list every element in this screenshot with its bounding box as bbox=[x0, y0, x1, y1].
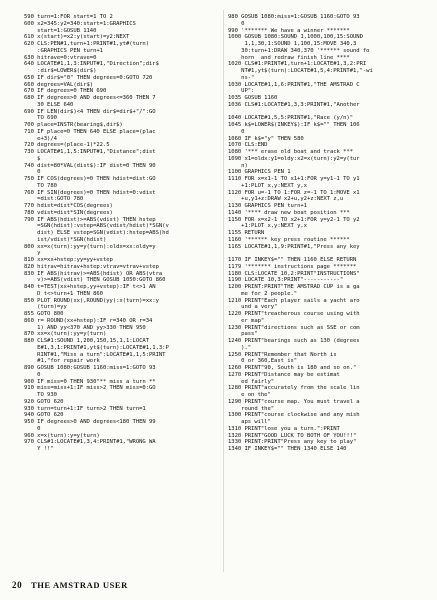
code-line: 990 '******* We have a winner ******* bbox=[228, 27, 350, 34]
code-line: 1110 FOR x=x1-1 TO x1+1:FOR y=y1-1 TO y1 bbox=[228, 176, 360, 182]
code-line: 810 xx=xx+hstep:yy=yy+vstep bbox=[24, 257, 113, 263]
code-line: 1200 PRINT:PRINT"THE AMSTRAD CUP is a ga bbox=[228, 284, 360, 290]
code-line: ist/vdist)*SGN(hdist) bbox=[24, 236, 107, 243]
code-line: #1,"for repair work bbox=[24, 358, 100, 365]
code-line bbox=[228, 109, 420, 116]
code-line: 1000 GOSUB 1080:SOUND 1,1000,100,15:SOUND bbox=[228, 34, 363, 41]
code-line: 680 IF degrees>0 AND degrees<=360 THEN 7 bbox=[24, 95, 156, 101]
code-line: me for 2 people." bbox=[228, 290, 298, 297]
code-line: 1290 PRINT"course map. You must travel a bbox=[228, 398, 360, 405]
code-line: 800 xx=x(turn):yy=y(turn):oldx=xx:oldy=y bbox=[24, 243, 156, 250]
code-line: RINT#1,"Miss a turn":LOCATE#1,1,5:PRINT bbox=[24, 351, 166, 358]
code-line: 830 IF ABS(hitrav)>=ABS(hdist) OR ABS(vtra bbox=[24, 270, 163, 277]
code-line: 870 xx=x(turn):yy=y(turn) bbox=[24, 331, 107, 338]
code-line: 690 IF LEN(dir$)<4 THEN dir$=dir$+"/":GO bbox=[24, 108, 156, 115]
code-line: 720 degrees=(place-1)*22.5 bbox=[24, 142, 110, 149]
code-line: 920 GOTO 620 bbox=[24, 398, 64, 405]
code-line: 960 x=x(turn):y=y(turn) bbox=[24, 432, 100, 439]
code-line: 840 t=TEST(xx+hstep,yy+vstep):IF t<>1 AN bbox=[24, 284, 156, 290]
code-line: 940 GOTO 620 bbox=[24, 412, 64, 419]
page-number: 20 bbox=[12, 580, 23, 590]
code-line: TO 930 bbox=[24, 392, 57, 398]
code-line: 0 bbox=[228, 20, 245, 27]
code-line: 1280 PRINT"accurately from the scale lin bbox=[228, 385, 360, 392]
code-line: 1020 CLS#1:PRINT#1,turn+1:LOCATE#1,3,2:PRI bbox=[228, 61, 367, 68]
code-line: 750 IF COS(degrees)=0 THEN hdist=dist:GO bbox=[24, 176, 156, 182]
code-line: 950 IF degrees>0 AND degrees<180 THEN 99 bbox=[24, 419, 156, 425]
code-line: 1070 CLS:END bbox=[228, 142, 268, 149]
code-line: 1) AND yy<370 AND yy>330 THEN 950 bbox=[24, 324, 146, 331]
code-line: ns-" bbox=[228, 74, 255, 81]
code-line: horn and redraw finish line **** bbox=[228, 54, 350, 61]
code-line: 1270 PRINT"Distance may be estimat bbox=[228, 371, 340, 378]
column-divider bbox=[223, 10, 224, 572]
code-line: er map" bbox=[228, 317, 265, 324]
code-line: 0 or 360,East is" bbox=[228, 358, 298, 365]
code-line: start=1:GOSUB 1140 bbox=[24, 27, 97, 34]
code-line: =dist:GOTO 780 bbox=[24, 196, 84, 203]
code-line: 930 turn=turn+1:IF turn>2 THEN turn=1 bbox=[24, 405, 146, 412]
code-line: 730 LOCATE#1,1,5:INPUT#1,"Distance";dist bbox=[24, 149, 156, 155]
code-line: :GRAPHICS PEN turn+1 bbox=[24, 47, 103, 54]
code-line: 880 CLS#1:SOUND 1,200,150,15,1,1:LOCAT bbox=[24, 338, 150, 344]
code-line: dist) ELSE vstep=SGN(vdist):hstep=ABS(hd bbox=[24, 230, 169, 236]
code-line: )." bbox=[228, 344, 252, 351]
code-line: 640 LOCATE#1,1,3:INPUT#1,"Direction";dir$ bbox=[24, 61, 159, 68]
code-line: 1170 IF INKEY$="" THEN 1160 ELSE RETURN bbox=[228, 257, 357, 263]
code-line: pass" bbox=[228, 331, 258, 338]
code-line: 1090 x1=oldx:y1=oldy:x2=x(turn):y2=y(tur bbox=[228, 155, 360, 162]
code-line: 980 GOSUB 1080:miss=1:GOSUB 1160:GOTO 93 bbox=[228, 14, 360, 20]
code-line: 1040 LOCATE#1,5,5:PRINT#1,"Race (y/n)" bbox=[228, 115, 354, 122]
code-line: Y !!" bbox=[24, 446, 54, 452]
code-line: e+3)/4 bbox=[24, 135, 57, 142]
code-line: 1320 PRINT"GOOD LUCK TO BOTH OF YOU!!!" bbox=[228, 432, 357, 439]
code-line: 1250 PRINT"Remember that North is bbox=[228, 351, 337, 358]
code-line: :dir$=LOWER$(dir$) bbox=[24, 68, 97, 74]
code-line: 0 bbox=[228, 128, 245, 135]
code-line: 1140 '**** draw new boat position *** bbox=[228, 209, 350, 216]
code-line: 1,1,30,1:SOUND 1,100,15:MOVE 340,3 bbox=[228, 41, 357, 47]
code-line: und a very" bbox=[228, 304, 278, 311]
code-line: 770 hdist=dist*COS(degrees) bbox=[24, 203, 113, 209]
code-line: 1045 k$=LOWER$(INKEY$):IF k$="" THEN 106 bbox=[228, 122, 360, 128]
code-line: (turn)=yy bbox=[24, 304, 67, 311]
code-line: 1330 PRINT:PRINT"Press any key to play" bbox=[228, 439, 357, 446]
code-line: n) bbox=[228, 162, 248, 169]
code-line: 1155 RETURN bbox=[228, 230, 265, 236]
code-line: 1180 CLS:LOCATE 10,2:PRINT"INSTRUCTIONS" bbox=[228, 270, 360, 277]
listing-column-right bbox=[228, 14, 420, 453]
code-line: 30:turn+1:DRAW 340,370 '****** sound fo bbox=[228, 47, 370, 54]
code-line: 610 x(start)=x2:y(start)=y2:NEXT bbox=[24, 34, 130, 41]
code-line: 820 hitrav=hitrav+hstep:vtrav=vtrav+vstep bbox=[24, 263, 159, 270]
code-line: 970 CLS#1:LOCATE#1,3,4:PRINT#1,"WRONG WA bbox=[24, 439, 156, 446]
code-line: 1310 PRINT"lose you a turn.":PRINT bbox=[228, 425, 340, 432]
code-line: 670 IF degrees=0 THEN 690 bbox=[24, 88, 107, 95]
page-footer bbox=[12, 580, 128, 590]
code-line: 590 turn=1:FOR start=1 TO 2 bbox=[24, 14, 113, 20]
code-line: 855 GOTO 800 bbox=[24, 311, 64, 317]
code-line: 1300 PRINT"course clockwise and any mish bbox=[228, 412, 360, 419]
code-line: TO 690 bbox=[24, 115, 57, 122]
code-line: +1:PLOT x,y:NEXT y,x bbox=[228, 223, 307, 230]
code-line: $ bbox=[24, 155, 41, 162]
code-line: 660 degrees=VAL(dir$) bbox=[24, 81, 94, 88]
code-line: y bbox=[24, 250, 41, 257]
code-line: 1030 LOCATE#1,1,6:PRINT#1,"THE AMSTRAD C bbox=[228, 81, 360, 88]
code-line: 760 IF SIN(degrees)=0 THEN hdist=0:vdist bbox=[24, 189, 156, 196]
code-line bbox=[228, 250, 420, 257]
code-line: 30 ELSE 640 bbox=[24, 101, 74, 108]
code-line: 600 x2=345:y2=340:start=1:GRAPHICS bbox=[24, 20, 136, 27]
listing-column-left bbox=[24, 14, 220, 453]
code-line: =SGN(hdist):vstep=ABS(vdist/hdist)*SGN(v bbox=[24, 223, 169, 230]
code-line: 1179 '******* instructions page ******* bbox=[228, 263, 357, 270]
code-line: 740 dist=80*VAL(dist$):IF dist=0 THEN 90 bbox=[24, 162, 156, 169]
code-line: 1340 IF INKEY$="" THEN 1340 ELSE 140 bbox=[228, 446, 347, 452]
code-line: v)>=ABS(vdist) THEN GOSUB 1050:GOTO 860 bbox=[24, 277, 166, 284]
code-line: +u,y1+z:DRAW x2+u,y2+z:NEXT z,u bbox=[228, 196, 344, 203]
code-line: 0 bbox=[24, 425, 41, 432]
code-line: 1165 LOCATE#1,1,9:PRINT#1,"Press any key bbox=[228, 243, 360, 250]
code-line: D t<>turn+1 THEN 860 bbox=[24, 290, 103, 297]
code-line: round the" bbox=[228, 405, 275, 412]
code-line: 850 PLOT ROUND(xx),ROUND(yy):x(turn)=xx:y bbox=[24, 297, 159, 304]
code-line: 1120 FOR u=-1 TO 1:FOR z=-1 TO 1:MOVE x1 bbox=[228, 189, 360, 196]
code-line: 1260 PRINT"90, South is 180 and so on." bbox=[228, 365, 357, 371]
code-line: 0 bbox=[24, 169, 41, 176]
code-line: 0 bbox=[24, 371, 41, 378]
code-line: 890 GOSUB 1080:GOSUB 1160:miss=1:GOTO 93 bbox=[24, 365, 156, 371]
code-line: 630 hitrave=0:vtrave=0 bbox=[24, 54, 97, 61]
code-line: NT#1,yt$(turn):LOCATE#1,5,4:PRINT#1,"-wi bbox=[228, 68, 373, 74]
code-line: 1036 CLS#1:LOCATE#1,3,3:PRINT#1,"Another bbox=[228, 101, 360, 108]
code-line: 1230 PRINT"directions such as SSE or com bbox=[228, 324, 360, 331]
code-line: 620 CLS:PEN#1,turn+1:PRINT#1,yt#(turn) bbox=[24, 41, 150, 47]
magazine-name: THE AMSTRAD USER bbox=[30, 580, 128, 590]
code-line: 650 IF dir$="0" THEN degrees=0:GOTO 720 bbox=[24, 74, 153, 81]
code-line: 790 IF ABS(hdist)>=ABS(vdist) THEN hstep bbox=[24, 216, 156, 223]
code-line: 1190 LOCATE 10,3:PRINT"-----------" bbox=[228, 277, 344, 284]
code-line: 1160 '****** key press routine ****** bbox=[228, 236, 350, 243]
code-line: 1150 FOR x=x2-1 TO x2+1:FOR y=y2-1 TO y2 bbox=[228, 216, 360, 223]
code-line: 700 place=INSTR(bearing$,dir$) bbox=[24, 122, 123, 128]
code-line: 1240 PRINT"bearings such as 130 (degrees bbox=[228, 338, 360, 344]
code-line: 1210 PRINT"Each player sails a yacht aro bbox=[228, 297, 360, 304]
code-line: 910 miss=miss+1:IF miss>2 THEN miss=0:GO bbox=[24, 385, 156, 392]
code-line: 1080 '*** erase old boat and track *** bbox=[228, 149, 354, 155]
code-line: e on the" bbox=[228, 392, 271, 398]
code-line: 780 vdist=dist*SIN(degrees) bbox=[24, 209, 113, 216]
code-line: 900 IF miss=0 THEN 930"** miss a turn ** bbox=[24, 378, 156, 385]
code-line: E#1,3,1:PRINT#1,yt$(turn):LOCATE#1,1,3:P bbox=[24, 344, 169, 351]
code-line: +1:PLOT x,y:NEXT y,x bbox=[228, 182, 307, 189]
code-line: 710 IF place=0 THEN 640 ELSE place=(plac bbox=[24, 128, 156, 135]
code-line: UP": bbox=[228, 88, 255, 95]
code-line: ed fairly" bbox=[228, 378, 275, 385]
code-line: TO 780 bbox=[24, 182, 57, 189]
code-line: 1035 GOSUB 1160 bbox=[228, 95, 278, 101]
code-line: 860 r= ROUND(xx+hstep):IF r=340 OR r=34 bbox=[24, 317, 153, 324]
code-line: 1060 IF k$="y" THEN 580 bbox=[228, 135, 304, 142]
code-line: 1130 GRAPHICS PEN turn+1 bbox=[228, 203, 307, 209]
code-line: aps will" bbox=[228, 419, 271, 425]
code-line: 1220 PRINT"treacherous course using with bbox=[228, 311, 360, 317]
code-line: 1100 GRAPHICS PEN 1 bbox=[228, 169, 291, 176]
